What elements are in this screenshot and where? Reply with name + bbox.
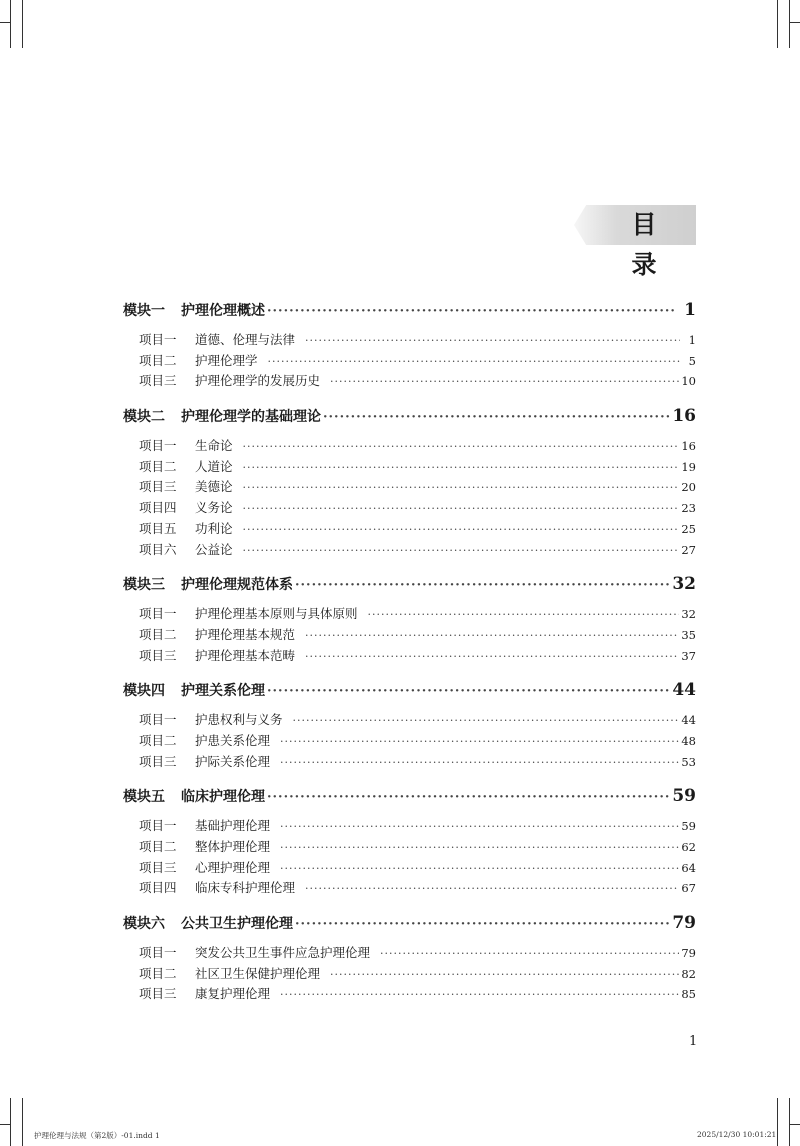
toc-module-row[interactable] bbox=[123, 786, 696, 812]
crop-mark bbox=[22, 0, 23, 48]
module-page: 79 bbox=[672, 913, 696, 934]
item-number: 项目一 bbox=[139, 945, 177, 961]
item-number: 项目二 bbox=[139, 965, 177, 981]
toc-title: 目 录 bbox=[631, 210, 669, 279]
leader-dots bbox=[243, 523, 680, 536]
toc-item-row[interactable] bbox=[123, 731, 696, 752]
leader-dots bbox=[280, 820, 679, 833]
item-number: 项目三 bbox=[139, 986, 177, 1002]
crop-mark bbox=[789, 0, 790, 48]
leader-dots bbox=[305, 629, 679, 642]
toc-item-row[interactable] bbox=[123, 540, 696, 561]
toc-item-row[interactable] bbox=[123, 371, 696, 392]
toc-item-row[interactable] bbox=[123, 816, 696, 837]
leader-dots bbox=[330, 968, 679, 981]
leader-dots bbox=[295, 578, 670, 593]
item-number: 项目四 bbox=[139, 500, 177, 516]
toc-module-row[interactable] bbox=[123, 680, 696, 706]
item-number: 项目四 bbox=[139, 880, 177, 896]
leader-dots bbox=[243, 502, 680, 515]
item-number: 项目二 bbox=[139, 458, 177, 474]
item-title: 义务论 bbox=[195, 500, 233, 516]
toc-item-row[interactable] bbox=[123, 837, 696, 858]
item-page: 5 bbox=[688, 353, 696, 368]
item-page: 62 bbox=[681, 840, 696, 854]
toc-item-row[interactable] bbox=[123, 858, 696, 879]
toc-item-row[interactable] bbox=[123, 498, 696, 519]
item-page: 79 bbox=[681, 946, 696, 961]
item-title: 功利论 bbox=[195, 520, 233, 536]
module-title: 公共卫生护理伦理 bbox=[181, 916, 293, 933]
item-number: 项目五 bbox=[139, 520, 177, 536]
leader-dots bbox=[323, 410, 670, 425]
toc-item-row[interactable] bbox=[123, 457, 696, 478]
item-title: 护理伦理基本范畴 bbox=[195, 647, 296, 663]
crop-mark bbox=[777, 1098, 778, 1146]
item-number: 项目三 bbox=[139, 859, 177, 875]
toc-module bbox=[123, 406, 696, 560]
module-page: 16 bbox=[672, 406, 696, 427]
leader-dots bbox=[330, 375, 679, 388]
item-page: 48 bbox=[681, 733, 696, 748]
toc-item-row[interactable] bbox=[123, 436, 696, 457]
leader-dots bbox=[280, 862, 679, 875]
footer-file-info: 护理伦理与法规（第2版）-01.indd 1 bbox=[34, 1131, 160, 1140]
item-number: 项目三 bbox=[139, 753, 177, 769]
item-page: 35 bbox=[681, 627, 696, 642]
leader-dots bbox=[267, 790, 670, 805]
toc-item-row[interactable] bbox=[123, 943, 696, 964]
page-number: 1 bbox=[689, 1034, 698, 1049]
item-title: 护际关系伦理 bbox=[195, 753, 271, 769]
leader-dots bbox=[380, 947, 679, 960]
item-number: 项目二 bbox=[139, 839, 177, 854]
crop-mark bbox=[10, 0, 11, 48]
leader-dots bbox=[243, 461, 680, 474]
item-number: 项目一 bbox=[139, 438, 177, 454]
item-page: 20 bbox=[681, 480, 696, 495]
toc-item-row[interactable] bbox=[123, 710, 696, 731]
module-title: 护理伦理学的基础理论 bbox=[181, 409, 321, 426]
leader-dots bbox=[368, 608, 680, 621]
toc-item-row[interactable] bbox=[123, 984, 696, 1005]
item-title: 道德、伦理与法律 bbox=[195, 332, 296, 347]
toc-item-row[interactable] bbox=[123, 646, 696, 667]
item-title: 康复护理伦理 bbox=[195, 986, 271, 1002]
leader-dots bbox=[243, 544, 680, 557]
module-number: 模块三 bbox=[123, 577, 165, 594]
item-number: 项目三 bbox=[139, 373, 177, 389]
leader-dots bbox=[305, 650, 679, 663]
item-page: 23 bbox=[681, 501, 696, 516]
toc-item-row[interactable] bbox=[123, 519, 696, 540]
item-page: 59 bbox=[681, 819, 696, 834]
item-number: 项目二 bbox=[139, 352, 177, 368]
item-page: 37 bbox=[681, 648, 696, 663]
leader-dots bbox=[268, 355, 680, 368]
item-title: 美德论 bbox=[195, 479, 233, 495]
toc-item-row[interactable] bbox=[123, 964, 696, 985]
module-number: 模块一 bbox=[123, 303, 165, 319]
item-number: 项目六 bbox=[139, 541, 177, 557]
crop-mark bbox=[10, 1098, 11, 1146]
toc-module-row[interactable] bbox=[123, 406, 696, 432]
toc-item-row[interactable] bbox=[123, 878, 696, 899]
module-number: 模块四 bbox=[123, 683, 165, 700]
module-number: 模块二 bbox=[123, 409, 165, 426]
leader-dots bbox=[293, 714, 680, 727]
leader-dots bbox=[280, 841, 679, 854]
crop-mark bbox=[0, 22, 10, 23]
item-number: 项目一 bbox=[139, 712, 177, 728]
leader-dots bbox=[243, 440, 680, 453]
item-page: 85 bbox=[681, 987, 696, 1002]
item-page: 27 bbox=[681, 542, 696, 557]
item-title: 基础护理伦理 bbox=[195, 818, 271, 834]
leader-dots bbox=[243, 481, 680, 494]
toc-item-row[interactable] bbox=[123, 752, 696, 773]
item-title: 临床专科护理伦理 bbox=[195, 880, 296, 896]
table-of-contents bbox=[123, 300, 696, 1019]
module-title: 临床护理伦理 bbox=[181, 789, 265, 806]
leader-dots bbox=[305, 334, 680, 347]
item-number: 项目三 bbox=[139, 479, 177, 495]
item-number: 项目二 bbox=[139, 626, 177, 642]
toc-module bbox=[123, 786, 696, 899]
item-title: 护患权利与义务 bbox=[195, 712, 283, 728]
item-number: 项目一 bbox=[139, 818, 177, 834]
module-page: 59 bbox=[672, 786, 696, 807]
toc-item-row[interactable] bbox=[123, 625, 696, 646]
toc-module bbox=[123, 574, 696, 666]
item-title: 护理伦理学 bbox=[195, 352, 258, 368]
item-page: 1 bbox=[688, 333, 696, 347]
leader-dots bbox=[280, 756, 679, 769]
leader-dots bbox=[295, 917, 670, 932]
module-title: 护理伦理概述 bbox=[181, 303, 265, 319]
module-page: 32 bbox=[672, 574, 696, 595]
item-page: 19 bbox=[681, 459, 696, 474]
module-page: 1 bbox=[684, 300, 696, 320]
item-number: 项目二 bbox=[139, 732, 177, 748]
item-page: 10 bbox=[681, 374, 696, 389]
toc-module-row[interactable] bbox=[123, 574, 696, 600]
item-title: 护理伦理基本规范 bbox=[195, 626, 296, 642]
item-page: 67 bbox=[681, 881, 696, 896]
item-title: 生命论 bbox=[195, 438, 233, 454]
item-page: 64 bbox=[681, 860, 696, 875]
item-title: 社区卫生保健护理伦理 bbox=[195, 965, 321, 981]
module-page: 44 bbox=[672, 680, 696, 701]
module-number: 模块六 bbox=[123, 916, 165, 933]
footer-timestamp: 2025/12/30 10:01:21 bbox=[697, 1130, 777, 1139]
crop-mark bbox=[789, 1098, 790, 1146]
item-title: 人道论 bbox=[195, 458, 233, 474]
item-title: 整体护理伦理 bbox=[195, 839, 271, 854]
item-page: 32 bbox=[681, 607, 696, 622]
toc-module-row[interactable] bbox=[123, 913, 696, 939]
module-number: 模块五 bbox=[123, 789, 165, 806]
toc-module bbox=[123, 680, 696, 772]
item-page: 82 bbox=[681, 966, 696, 981]
crop-mark bbox=[789, 1124, 800, 1125]
leader-dots bbox=[267, 304, 676, 319]
toc-item-row[interactable] bbox=[123, 351, 696, 372]
item-number: 项目一 bbox=[139, 606, 177, 622]
module-title: 护理伦理规范体系 bbox=[181, 577, 293, 594]
crop-mark bbox=[777, 0, 778, 48]
item-number: 项目一 bbox=[139, 332, 177, 347]
item-title: 护理伦理学的发展历史 bbox=[195, 373, 321, 389]
item-page: 25 bbox=[681, 521, 696, 536]
toc-module bbox=[123, 913, 696, 1005]
item-title: 公益论 bbox=[195, 541, 233, 557]
item-title: 突发公共卫生事件应急护理伦理 bbox=[195, 945, 371, 961]
toc-item-row[interactable] bbox=[123, 604, 696, 625]
toc-module-row[interactable] bbox=[123, 300, 696, 326]
item-title: 护患关系伦理 bbox=[195, 732, 271, 748]
leader-dots bbox=[305, 882, 679, 895]
item-number: 项目三 bbox=[139, 647, 177, 663]
item-page: 16 bbox=[681, 439, 696, 454]
leader-dots bbox=[280, 735, 679, 748]
crop-mark bbox=[789, 22, 800, 23]
toc-module bbox=[123, 300, 696, 392]
leader-dots bbox=[280, 988, 679, 1001]
crop-mark bbox=[0, 1124, 10, 1125]
item-page: 44 bbox=[681, 713, 696, 728]
item-title: 心理护理伦理 bbox=[195, 859, 271, 875]
leader-dots bbox=[267, 684, 670, 699]
toc-item-row[interactable] bbox=[123, 477, 696, 498]
module-title: 护理关系伦理 bbox=[181, 683, 265, 700]
item-page: 53 bbox=[681, 754, 696, 769]
crop-mark bbox=[22, 1098, 23, 1146]
item-title: 护理伦理基本原则与具体原则 bbox=[195, 606, 358, 622]
toc-item-row[interactable] bbox=[123, 330, 696, 351]
